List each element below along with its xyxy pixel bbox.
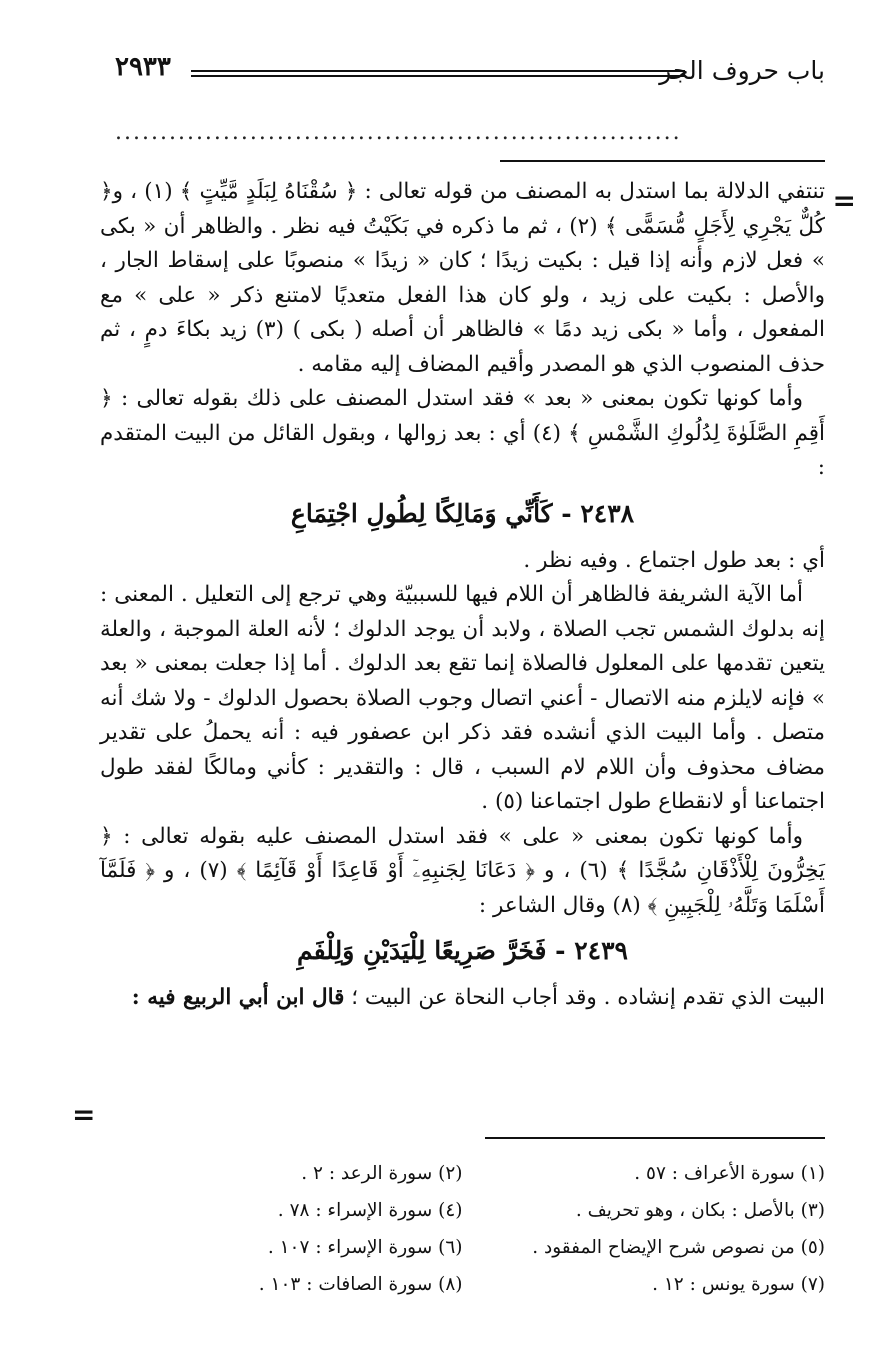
header-rule <box>191 75 685 77</box>
footnote-7: (٧) سورة يونس : ١٢ . <box>652 1274 825 1295</box>
dotted-separator: ............................................................... <box>115 120 682 145</box>
continuation-mark-start: = <box>832 184 856 217</box>
paragraph-4: أما الآية الشريفة فالظاهر أن اللام فيها للسببيّة وهي ترجع إلى التعليل . المعنى : إنه بدلوك الشمس تجب الصلاة ، ولابد أن يوجد الدلوك ؛ لأنه العلة الموجبة ، والعلة يتعين تقدمها على المعلول فالصلاة إنما تقع بعد الدلوك . أما إذا جعلت بمعنى « بعد » فإنه لايلزم منه الاتصال - أعني اتصال وجوب الصلاة بحصول الدلوك - ولا شك أنه متصل . وأما البيت الذي أنشده فقد ذكر ابن عصفور فيه : أنه يحملُ على تقدير مضاف محذوف وأن اللام لام السبب ، قال : والتقدير : كأني ومالكًا لفقد طول اجتماعنا أو لانقطاع طول اجتماعنا (٥) . <box>100 582 825 814</box>
footnote-3: (٣) بالأصل : بكان ، وهو تحريف . <box>575 1200 825 1221</box>
page-number: ٢٩٣٣ <box>115 52 171 82</box>
page-header <box>105 48 825 88</box>
footnote-8: (٨) سورة الصافات : ١٠٣ . <box>258 1274 463 1295</box>
paragraph-6-bold: قال ابن أبي الربيع فيه : <box>131 985 345 1010</box>
paragraph-1: تنتفي الدلالة بما استدل به المصنف من قوله تعالى : ﴿ سُقْنَاهُ لِبَلَدٍ مَّيِّتٍ ﴾ (١) ، و﴿ كُلٌّ يَجْرِي لِأَجَلٍ مُّسَمًّى ﴾ (٢) ، ثم ما ذكره في بَكَيْتُ فيه نظر . والظاهر أن « بكى » فعل لازم وأنه إذا قيل : بكيت زيدًا ؛ كان « زيدًا » منصوبًا على إسقاط الجار ، والأصل : بكيت على زيد ، ولو كان هذا الفعل متعديًا لامتنع ذكر « على » مع المفعول ، وأما « بكى زيد دمًا » فالظاهر أن أصله ( بكى ) (٣) زيد بكاءَ دمٍ ، ثم حذف المنصوب الذي هو المصدر وأقيم المضاف إليه مقامه . <box>100 179 826 377</box>
chapter-title: باب حروف الجر <box>659 56 825 85</box>
paragraph-6 <box>100 981 825 1016</box>
main-text <box>100 175 825 1016</box>
footnote-6: (٦) سورة الإسراء : ١٠٧ . <box>267 1237 463 1258</box>
footnote-rule <box>485 1137 825 1139</box>
paragraph-2: وأما كونها تكون بمعنى « بعد » فقد استدل المصنف على ذلك بقوله تعالى : ﴿ أَقِمِ الصَّلَوٰةَ لِدُلُوكِ الشَّمْسِ ﴾ (٤) أي : بعد زوالها ، وبقول القائل من البيت المتقدم : <box>100 386 826 480</box>
paragraph-5: وأما كونها تكون بمعنى « على » فقد استدل المصنف عليه بقوله تعالى : ﴿ يَخِرُّونَ لِلْأَذْقَانِ سُجَّدًا ﴾ (٦) ، و ﴿ دَعَانَا لِجَنبِهِۦٓ أَوْ قَاعِدًا أَوْ قَآئِمًا ﴾ (٧) ، و ﴿ فَلَمَّآ أَسْلَمَا وَتَلَّهُۥ لِلْجَبِينِ ﴾ (٨) وقال الشاعر : <box>100 823 825 918</box>
footnote-1: (١) سورة الأعراف : ٥٧ . <box>634 1163 825 1184</box>
footnote-2: (٢) سورة الرعد : ٢ . <box>301 1163 463 1184</box>
verse-2438: ٢٤٣٨ - كَأَنِّي وَمَالِكًا لِطُولِ اجْتِمَاعِ <box>290 498 635 528</box>
footnote-row <box>100 1229 825 1266</box>
verse-2439: ٢٤٣٩ - فَخَرَّ صَرِيعًا لِلْيَدَيْنِ وَلِلْفَمِ <box>297 936 628 965</box>
continuation-mark-end: = <box>72 1098 96 1131</box>
footnote-row <box>100 1155 825 1192</box>
footnote-5: (٥) من نصوص شرح الإيضاح المفقود . <box>532 1237 825 1258</box>
footnotes <box>100 1155 825 1303</box>
footnote-row <box>100 1192 825 1229</box>
paragraph-6-text: البيت الذي تقدم إنشاده . وقد أجاب النحاة عن البيت ؛ <box>344 985 825 1010</box>
section-rule <box>500 160 825 162</box>
footnote-row <box>100 1266 825 1303</box>
footnote-4: (٤) سورة الإسراء : ٧٨ . <box>277 1200 463 1221</box>
paragraph-3: أي : بعد طول اجتماع . وفيه نظر . <box>523 547 825 573</box>
header-rule <box>191 70 685 72</box>
